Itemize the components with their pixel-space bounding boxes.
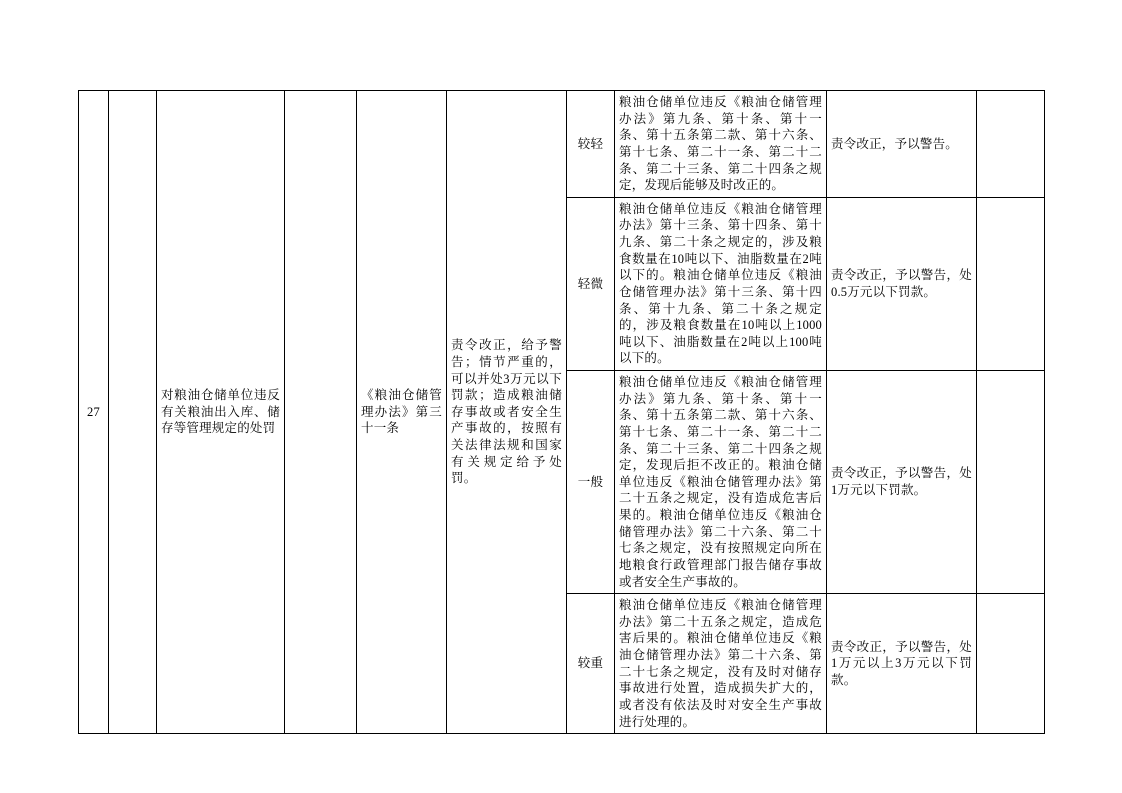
penalty-discretion-table [78, 90, 1045, 734]
discretion-level: 较轻 [567, 91, 615, 198]
penalty-result: 责令改正，予以警告，处1万元以下罚款。 [827, 371, 977, 594]
circumstance-description: 粮油仓储单位违反《粮油仓储管理办法》第九条、第十条、第十一条、第十五条第二款、第十六条、第十七条、第二十一条、第二十二条、第二十三条、第二十四条之规定，发现后拒不改正的。粮油仓储单位违反《粮油仓储管理办法》第二十五条之规定，没有造成危害后果的。粮油仓储单位违反《粮油仓储管理办法》第二十六条、第二十七条之规定，没有按照规定向所在地粮食行政管理部门报告储存事故或者安全生产事故的。 [615, 371, 827, 594]
circumstance-description: 粮油仓储单位违反《粮油仓储管理办法》第十三条、第十四条、第十九条、第二十条之规定的，涉及粮食数量在10吨以下、油脂数量在2吨以下的。粮油仓储单位违反《粮油仓储管理办法》第十三条、第十四条、第十九条、第二十条之规定的，涉及粮食数量在10吨以上1000吨以下、油脂数量在2吨以上100吨以下的。 [615, 197, 827, 370]
blank-column-3 [977, 594, 1045, 734]
item-name: 对粮油仓储单位违反有关粮油出入库、储存等管理规定的处罚 [157, 91, 285, 734]
circumstance-description: 粮油仓储单位违反《粮油仓储管理办法》第二十五条之规定，造成危害后果的。粮油仓储单位违反《粮油仓储管理办法》第二十六条、第二十七条之规定，没有及时对储存事故进行处置，造成损失扩大的，或者没有依法及时对安全生产事故进行处理的。 [615, 594, 827, 734]
penalty-result: 责令改正，予以警告，处1万元以上3万元以下罚款。 [827, 594, 977, 734]
discretion-level: 一般 [567, 371, 615, 594]
discretion-level: 轻微 [567, 197, 615, 370]
blank-column-3 [977, 197, 1045, 370]
circumstance-description: 粮油仓储单位违反《粮油仓储管理办法》第九条、第十条、第十一条、第十五条第二款、第十六条、第十七条、第二十一条、第二十二条、第二十三条、第二十四条之规定，发现后能够及时改正的。 [615, 91, 827, 198]
table-row [79, 91, 1045, 198]
penalty-result: 责令改正，予以警告，处0.5万元以下罚款。 [827, 197, 977, 370]
blank-column-3 [977, 91, 1045, 198]
row-index: 27 [79, 91, 109, 734]
penalty-standard: 责令改正，给予警告；情节严重的，可以并处3万元以下罚款；造成粮油储存事故或者安全生产事故的，按照有关法律法规和国家有关规定给予处罚。 [447, 91, 567, 734]
blank-column-1 [109, 91, 157, 734]
discretion-level: 较重 [567, 594, 615, 734]
blank-column-3 [977, 371, 1045, 594]
legal-basis: 《粮油仓储管理办法》第三十一条 [357, 91, 447, 734]
penalty-result: 责令改正，予以警告。 [827, 91, 977, 198]
blank-column-2 [285, 91, 357, 734]
